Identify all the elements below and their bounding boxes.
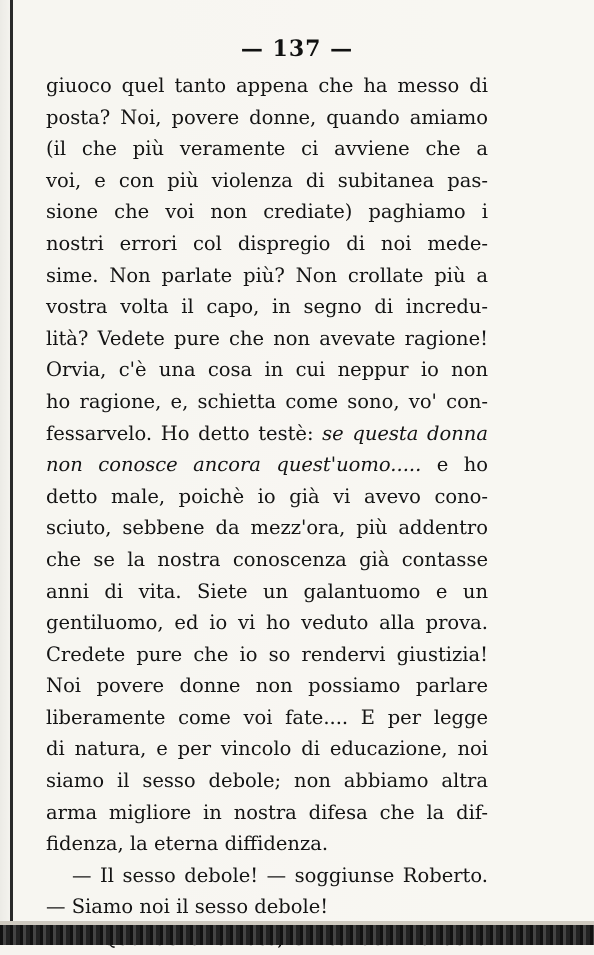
text-line: arma migliore in nostra difesa che la dif- [46, 800, 488, 824]
text-line: gentiluomo, ed io vi ho veduto alla prova. [46, 611, 488, 635]
page-bottom-edge [0, 925, 594, 945]
italic-text-segment: non conosce ancora quest'uomo..... [46, 453, 422, 477]
text-line: sime. Non parlate più? Non crollate più a [46, 263, 488, 287]
text-line: giuoco quel tanto appena che ha messo di [46, 74, 488, 97]
text-line: (il che più veramente ci avviene che a [46, 137, 488, 161]
text-line: lità? Vedete pure che non avevate ragione! [46, 326, 488, 350]
text-line: posta? Noi, povere donne, quando amiamo [46, 105, 488, 129]
text-line: Noi povere donne non possiamo parlare [46, 674, 488, 698]
text-line: liberamente come voi fate.... E per legge [46, 705, 488, 729]
text-line: detto male, poichè io già vi avevo cono- [46, 484, 488, 508]
text-line: anni di vita. Siete un galantuomo e un [46, 579, 488, 603]
text-line: sione che voi non crediate) paghiamo i [46, 200, 488, 224]
text-line: siamo il sesso debole; non abbiamo altra [46, 769, 488, 793]
body-text [46, 70, 488, 955]
italic-text-segment: se questa donna [322, 421, 488, 445]
text-line: ho ragione, e, schietta come sono, vo' con- [46, 389, 488, 413]
text-segment: e ho [421, 453, 488, 477]
page-number: — 137 — [240, 36, 354, 62]
text-line: vostra volta il capo, in segno di incredu- [46, 295, 488, 319]
text-line: nostri errori col dispregio di noi mede- [46, 231, 488, 255]
text-segment: fessarvelo. Ho detto testè: [46, 421, 323, 445]
text-line: — Il sesso debole! — soggiunse Roberto. [72, 863, 488, 887]
text-line: di natura, e per vincolo di educazione, noi [46, 737, 488, 761]
text-line [46, 449, 488, 481]
text-line: — Siamo noi il sesso debole! [46, 895, 329, 919]
text-line [46, 418, 488, 450]
text-line: sciuto, sebbene da mezz'ora, più addentro [46, 516, 488, 540]
text-line: fidenza, la eterna diffidenza. [46, 832, 329, 856]
page-binding-edge [10, 0, 13, 945]
text-line: Orvia, c'è una cosa in cui neppur io non [46, 358, 488, 382]
text-line: Credete pure che io so rendervi giustizia! [46, 642, 488, 666]
text-line: voi, e con più violenza di subitanea pas- [46, 168, 488, 192]
text-line: che se la nostra conoscenza già contasse [46, 547, 488, 571]
